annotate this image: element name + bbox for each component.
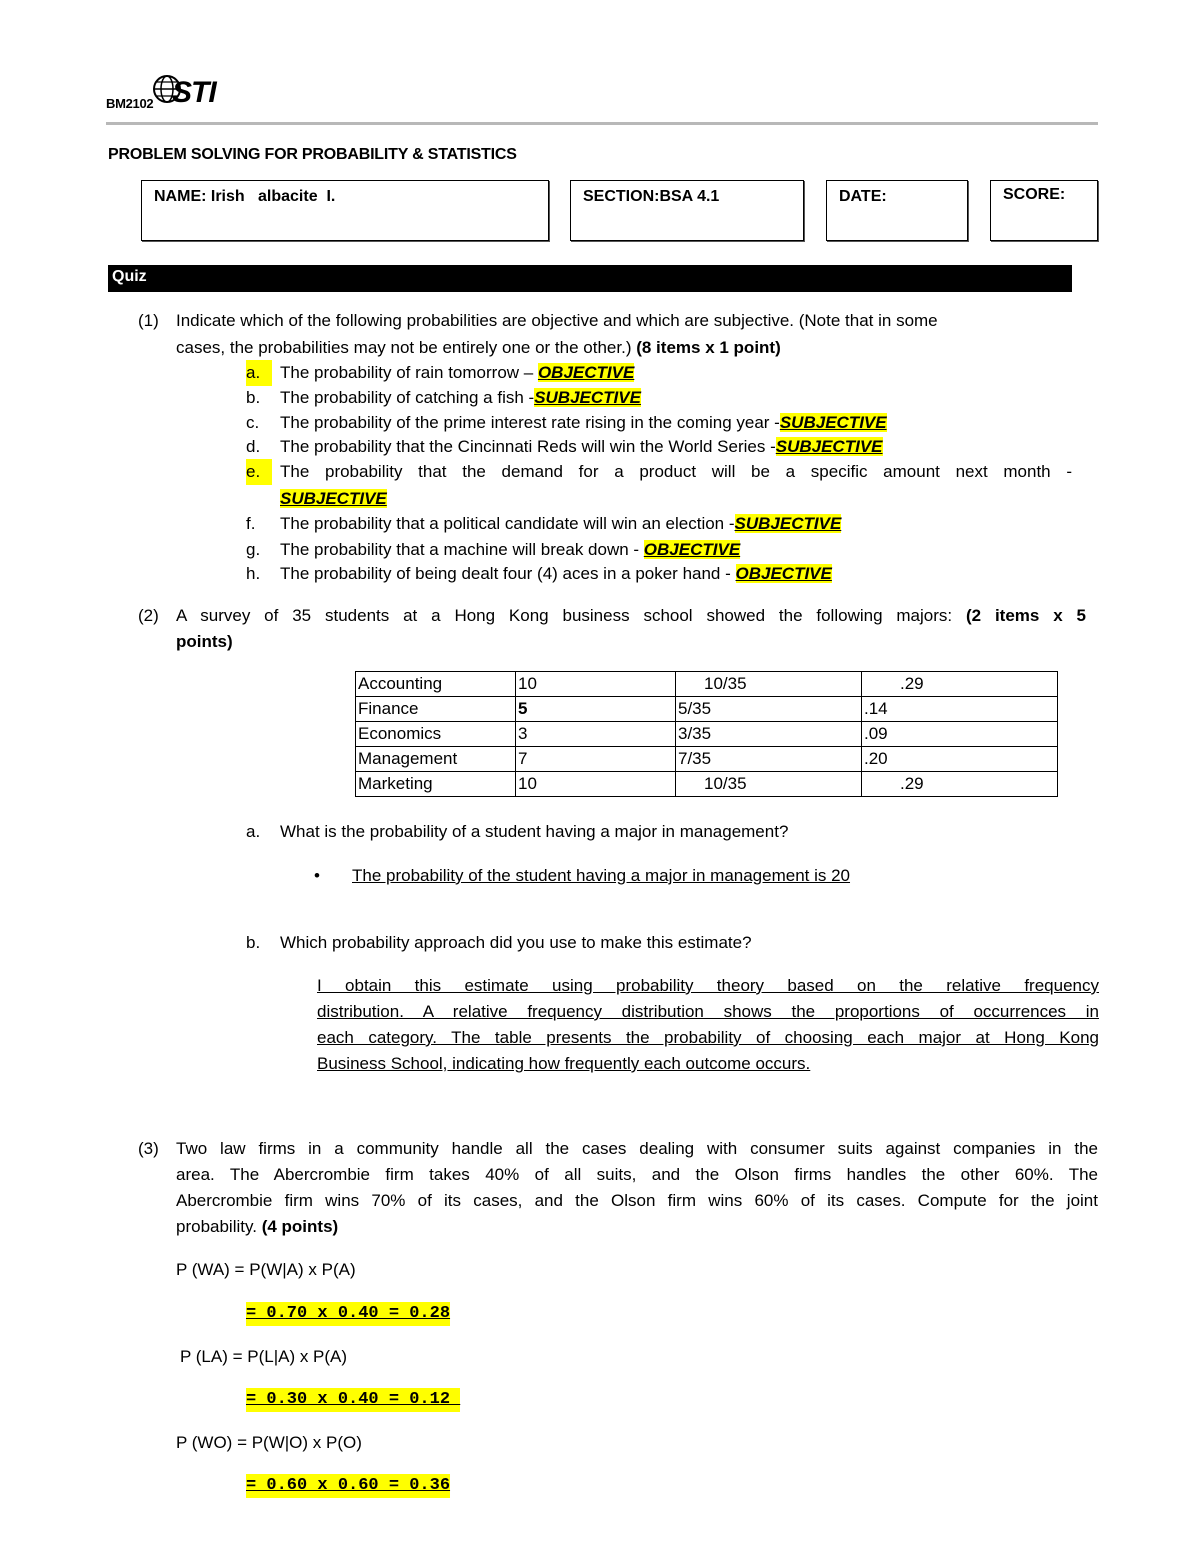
quiz-bar — [108, 265, 1072, 292]
section-label: SECTION:BSA 4.1 — [583, 188, 720, 205]
table-cell: 10 — [516, 772, 676, 797]
item-text: The probability of catching a fish - — [280, 388, 535, 407]
q1-item — [246, 537, 740, 563]
item-marker: b. — [246, 388, 261, 407]
item-answer: OBJECTIVE — [537, 363, 635, 382]
q2a-answer: The probability of the student having a major in management is 20 — [352, 866, 851, 885]
q3-number: (3) — [138, 1139, 159, 1158]
table-row — [356, 772, 1058, 797]
q1-item — [246, 360, 634, 386]
q3-text-line: Abercrombie firm wins 70% of its cases, and the Olson firm wins 60% of its cases. Compute for the joint — [176, 1191, 1098, 1210]
q2a-marker: a. — [246, 822, 261, 841]
table-cell: 10 — [516, 672, 676, 697]
q1-item — [246, 511, 841, 537]
q2b-answer-line: Business School, indicating how frequently each outcome occurs. — [317, 1054, 811, 1073]
q1-text: cases, the probabilities may not be entirely one or the other.) — [176, 338, 632, 357]
date-box — [826, 180, 968, 241]
table-cell: 5 — [516, 697, 676, 722]
q3-last-line — [176, 1214, 338, 1240]
bullet-icon: • — [314, 866, 320, 885]
q2-text-line1: A survey of 35 students at a Hong Kong business school showed the following majors: — [176, 606, 953, 625]
q1-item — [246, 459, 1072, 485]
item-marker: h. — [246, 564, 261, 583]
score-label: SCORE: — [1003, 186, 1066, 203]
q2b-answer-line: I obtain this estimate using probability theory based on the relative frequency — [317, 976, 1099, 995]
table-cell: .09 — [862, 722, 1058, 747]
item-answer: SUBJECTIVE — [280, 489, 387, 508]
q3-points: (4 points) — [261, 1217, 339, 1236]
course-code: BM2102 — [106, 96, 154, 111]
table-row — [356, 722, 1058, 747]
score-box — [990, 180, 1098, 241]
table-cell: 10/35 — [676, 772, 862, 797]
sti-logo: STI — [172, 76, 216, 109]
q1-item — [246, 385, 641, 411]
q1-item — [246, 434, 883, 460]
item-text: The probability that the Cincinnati Reds will win the World Series - — [280, 437, 776, 456]
table-row — [356, 697, 1058, 722]
q2a-answer-row — [314, 863, 850, 889]
item-marker: a. — [246, 360, 272, 386]
q2b — [246, 930, 752, 956]
formula-result: = 0.30 x 0.40 = 0.12 — [246, 1388, 460, 1412]
table-cell: .29 — [862, 772, 1058, 797]
q2b-question: Which probability approach did you use to make this estimate? — [280, 933, 752, 952]
page-title: PROBLEM SOLVING FOR PROBABILITY & STATISTICS — [108, 146, 517, 163]
q2b-answer-line: distribution. A relative frequency distribution shows the proportions of occurrences in — [317, 1002, 1099, 1021]
formula-label: P (WO) = P(W|O) x P(O) — [176, 1433, 362, 1452]
formula-label: P (WA) = P(W|A) x P(A) — [176, 1260, 356, 1279]
section-box — [570, 180, 804, 241]
item-answer: OBJECTIVE — [735, 564, 832, 583]
item-marker: g. — [246, 540, 261, 559]
item-text: The probability that a machine will break down - — [280, 540, 644, 559]
formula-result: = 0.70 x 0.40 = 0.28 — [246, 1302, 450, 1326]
majors-table — [355, 671, 1058, 797]
q1-text-line2 — [176, 335, 781, 361]
table-cell: 3 — [516, 722, 676, 747]
q1-number: (1) — [138, 311, 159, 330]
item-text: The probability that a political candidate will win an election - — [280, 514, 735, 533]
q2-points-part2: points) — [176, 632, 233, 651]
table-cell: 3/35 — [676, 722, 862, 747]
name-label: NAME: Irish albacite I. — [154, 188, 336, 205]
q1-text-line1: Indicate which of the following probabilities are objective and which are subjective. (Note that in some — [176, 311, 938, 330]
table-cell: 7 — [516, 747, 676, 772]
q1-points: (8 items x 1 point) — [636, 338, 781, 357]
q2a — [246, 819, 788, 845]
item-text: The probability of the prime interest rate rising in the coming year - — [280, 413, 780, 432]
table-cell: Marketing — [356, 772, 516, 797]
table-cell: Finance — [356, 697, 516, 722]
quiz-label: Quiz — [112, 268, 147, 285]
table-cell: 10/35 — [676, 672, 862, 697]
table-cell: .14 — [862, 697, 1058, 722]
item-marker: c. — [246, 413, 260, 432]
item-answer: SUBJECTIVE — [534, 388, 641, 407]
item-answer: SUBJECTIVE — [734, 514, 842, 533]
formula-label: P (LA) = P(L|A) x P(A) — [180, 1347, 348, 1366]
item-text: The probability of rain tomorrow – — [280, 363, 538, 382]
q3-text: probability. — [176, 1217, 257, 1236]
table-cell: 5/35 — [676, 697, 862, 722]
date-label: DATE: — [839, 188, 887, 205]
q1-item — [246, 410, 887, 436]
item-answer: SUBJECTIVE — [779, 413, 887, 432]
table-cell: 7/35 — [676, 747, 862, 772]
table-cell: Economics — [356, 722, 516, 747]
q3-text-line: area. The Abercrombie firm takes 40% of all suits, and the Olson firms handles the other 60%. The — [176, 1165, 1098, 1184]
formula-result: = 0.60 x 0.60 = 0.36 — [246, 1474, 450, 1498]
item-text: The probability that the demand for a product will be a specific amount next month - — [280, 462, 1072, 481]
item-marker: e. — [246, 459, 272, 485]
table-cell: Management — [356, 747, 516, 772]
table-row — [356, 747, 1058, 772]
item-answer: SUBJECTIVE — [775, 437, 883, 456]
q2-points-part1: (2 items x 5 — [965, 606, 1086, 625]
header-divider — [106, 122, 1098, 125]
table-cell: Accounting — [356, 672, 516, 697]
table-cell: .29 — [862, 672, 1058, 697]
q2b-marker: b. — [246, 933, 261, 952]
q2a-question: What is the probability of a student having a major in management? — [280, 822, 789, 841]
table-cell: .20 — [862, 747, 1058, 772]
q1-item-answer-wrap — [280, 486, 387, 512]
item-answer: OBJECTIVE — [643, 540, 741, 559]
q2-number: (2) — [138, 606, 159, 625]
table-row — [356, 672, 1058, 697]
name-box — [141, 180, 549, 241]
item-text: The probability of being dealt four (4) aces in a poker hand - — [280, 564, 736, 583]
q2b-answer-line: each category. The table presents the probability of choosing each major at Hong Kong — [317, 1028, 1099, 1047]
item-marker: d. — [246, 437, 261, 456]
q2-text — [176, 603, 1086, 629]
q3-text-line: Two law firms in a community handle all the cases dealing with consumer suits against companies in the — [176, 1139, 1098, 1158]
item-marker: f. — [246, 514, 256, 533]
q1-item — [246, 561, 832, 587]
